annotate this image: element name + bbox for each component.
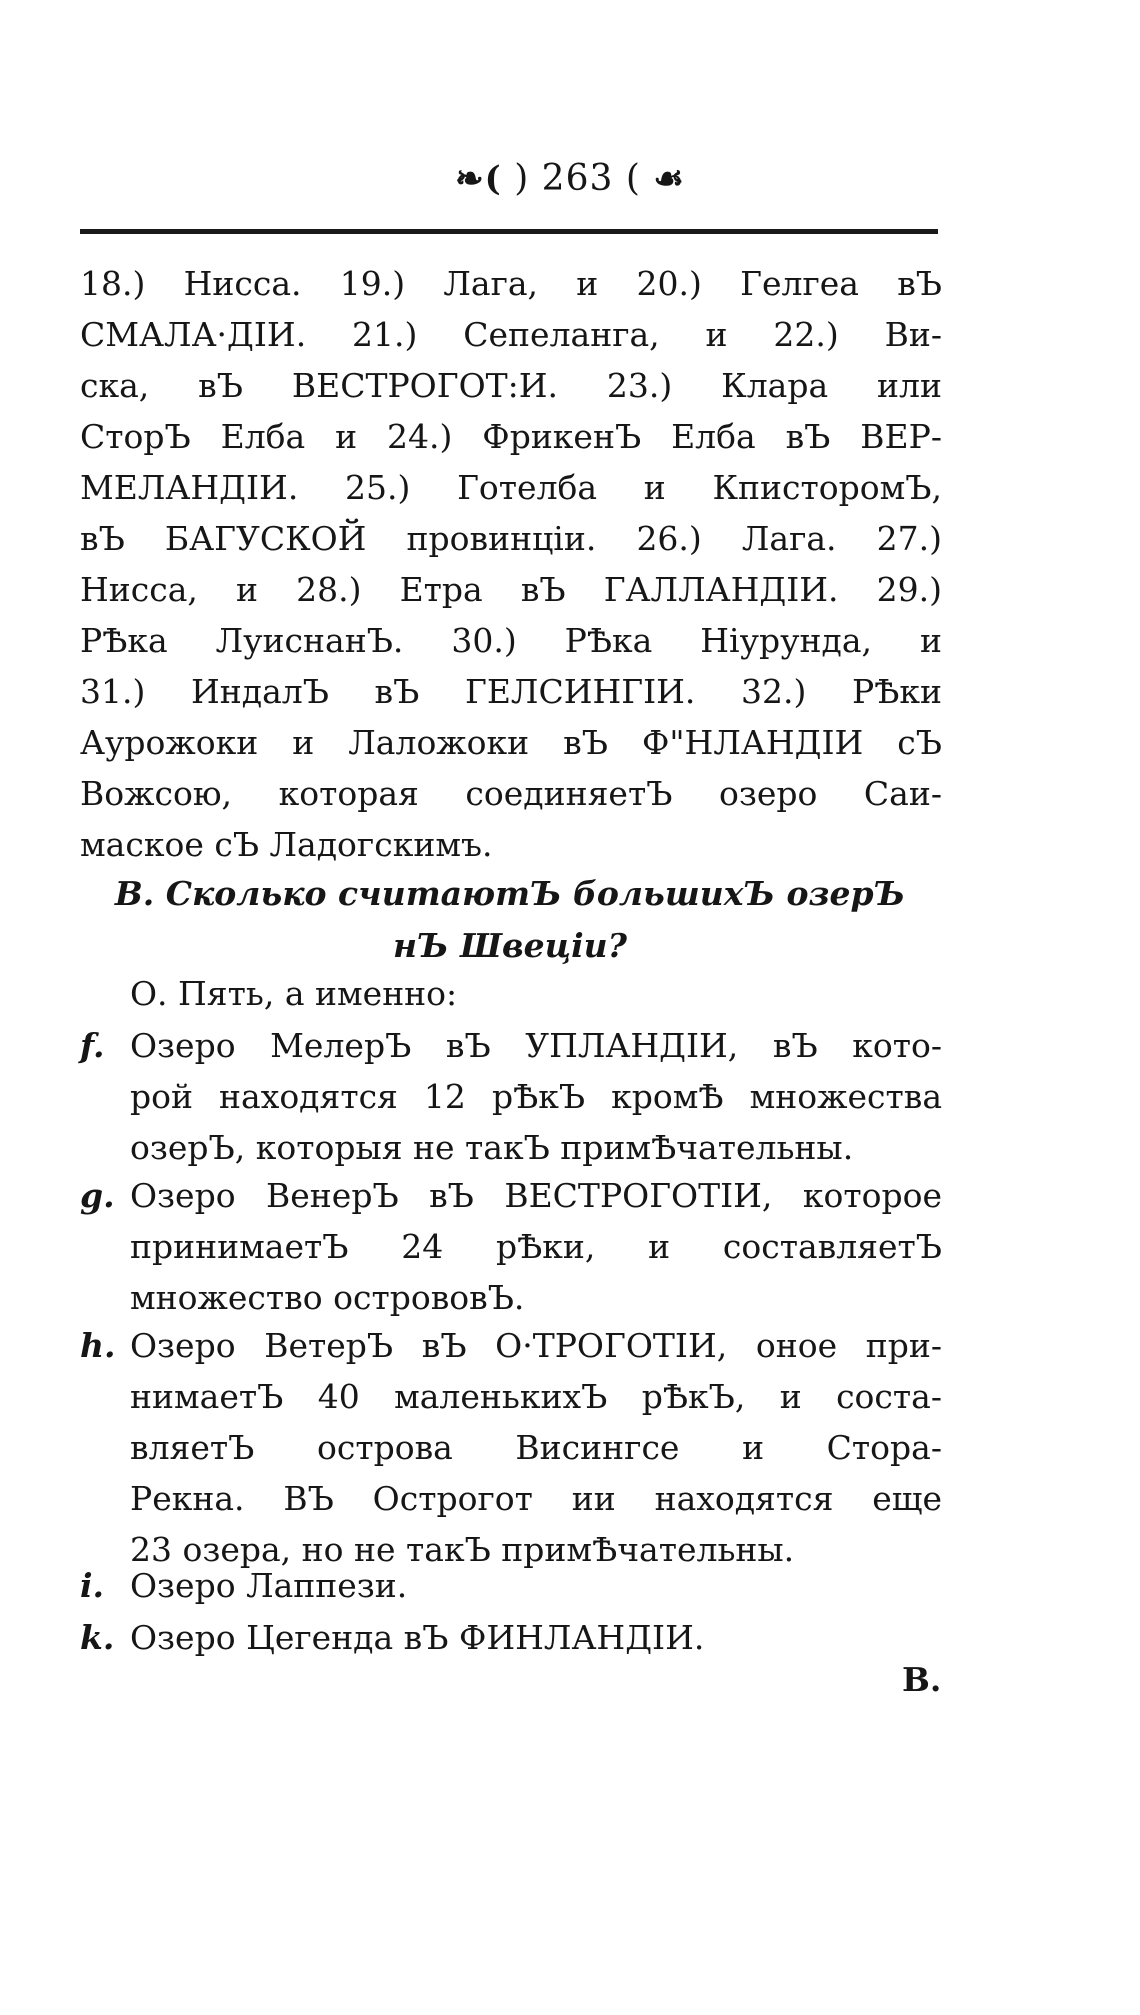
item-line: Озеро ВенерЪ вЪ ВЕСТРОГОТIИ, которое <box>130 1176 942 1215</box>
item-marker: f. <box>80 1026 105 1065</box>
item-line: рой находятся 12 рѢкЪ кромѢ множества <box>130 1077 942 1116</box>
page-number: ) 263 ( <box>514 158 641 199</box>
item-line: Озеро МелерЪ вЪ УПЛАНДIИ, вЪ кото- <box>130 1026 942 1065</box>
header-rule <box>80 229 938 234</box>
item-line: озерЪ, которыя не такЪ примѢчательны. <box>130 1128 854 1167</box>
item-line: нимаетЪ 40 маленькихЪ рѢкЪ, и соста- <box>130 1377 942 1416</box>
item-marker: h. <box>80 1326 116 1365</box>
question-line-1: В. Сколько считаютЪ большихЪ озерЪ <box>114 874 906 913</box>
paragraph-line: Вожсою, которая соединяетЪ озеро Саи- <box>80 774 942 813</box>
rivers-paragraph <box>80 258 942 870</box>
paragraph-line: маское сЪ Ладогскимъ. <box>80 825 493 864</box>
paragraph-line: 18.) Нисса. 19.) Лага, и 20.) Гелгеа вЪ <box>80 264 942 303</box>
item-line: Озеро Лаппези. <box>130 1566 408 1605</box>
list-item <box>80 1560 942 1611</box>
list-item <box>80 1020 942 1173</box>
list-item <box>80 1320 942 1575</box>
paragraph-line: СторЪ Елба и 24.) ФрикенЪ Елба вЪ ВЕР- <box>80 417 942 456</box>
paragraph-line: МЕЛАНДIИ. 25.) Готелба и КписторомЪ, <box>80 468 942 507</box>
question-heading <box>100 868 920 972</box>
item-line: вляетЪ острова Висингсе и Стора- <box>130 1428 942 1467</box>
item-line: принимаетЪ 24 рѢки, и составляетЪ <box>130 1227 942 1266</box>
left-ornament: ❧( <box>455 159 502 199</box>
paragraph-line: РѢка ЛуиснанЪ. 30.) РѢка Нiурунда, и <box>80 621 942 660</box>
item-line: 23 озера, но не такЪ примѢчательны. <box>130 1530 795 1569</box>
item-line: Озеро ВетерЪ вЪ О·ТРОГОТIИ, оное при- <box>130 1326 942 1365</box>
answer-intro: О. Пять, а именно: <box>130 974 458 1013</box>
catchword: В. <box>902 1660 942 1699</box>
item-marker: i. <box>80 1566 105 1605</box>
item-line: Озеро Цегенда вЪ ФИНЛАНДIИ. <box>130 1618 705 1657</box>
paragraph-line: Нисса, и 28.) Етра вЪ ГАЛЛАНДIИ. 29.) <box>80 570 942 609</box>
paragraph-line: ска, вЪ ВЕСТРОГОТ:И. 23.) Клара или <box>80 366 942 405</box>
paragraph-line: вЪ БАГУСКОЙ провинцiи. 26.) Лага. 27.) <box>80 519 942 558</box>
question-line-2: нЪ Швецiи? <box>393 926 627 965</box>
right-ornament: ☙ <box>653 159 685 199</box>
paragraph-line: Аурожоки и Лаложоки вЪ Ф"НЛАНДIИ сЪ <box>80 723 942 762</box>
list-item <box>80 1170 942 1323</box>
page-header <box>0 158 1140 199</box>
item-line: Рекна. ВЪ Острогот ии находятся еще <box>130 1479 942 1518</box>
item-marker: g. <box>80 1176 115 1215</box>
list-item <box>80 1612 942 1663</box>
paragraph-line: СМАЛА·ДIИ. 21.) Сепеланга, и 22.) Ви- <box>80 315 942 354</box>
item-line: множество острововЪ. <box>130 1278 525 1317</box>
paragraph-line: 31.) ИндалЪ вЪ ГЕЛСИНГIИ. 32.) РѢки <box>80 672 942 711</box>
item-marker: k. <box>80 1618 115 1657</box>
